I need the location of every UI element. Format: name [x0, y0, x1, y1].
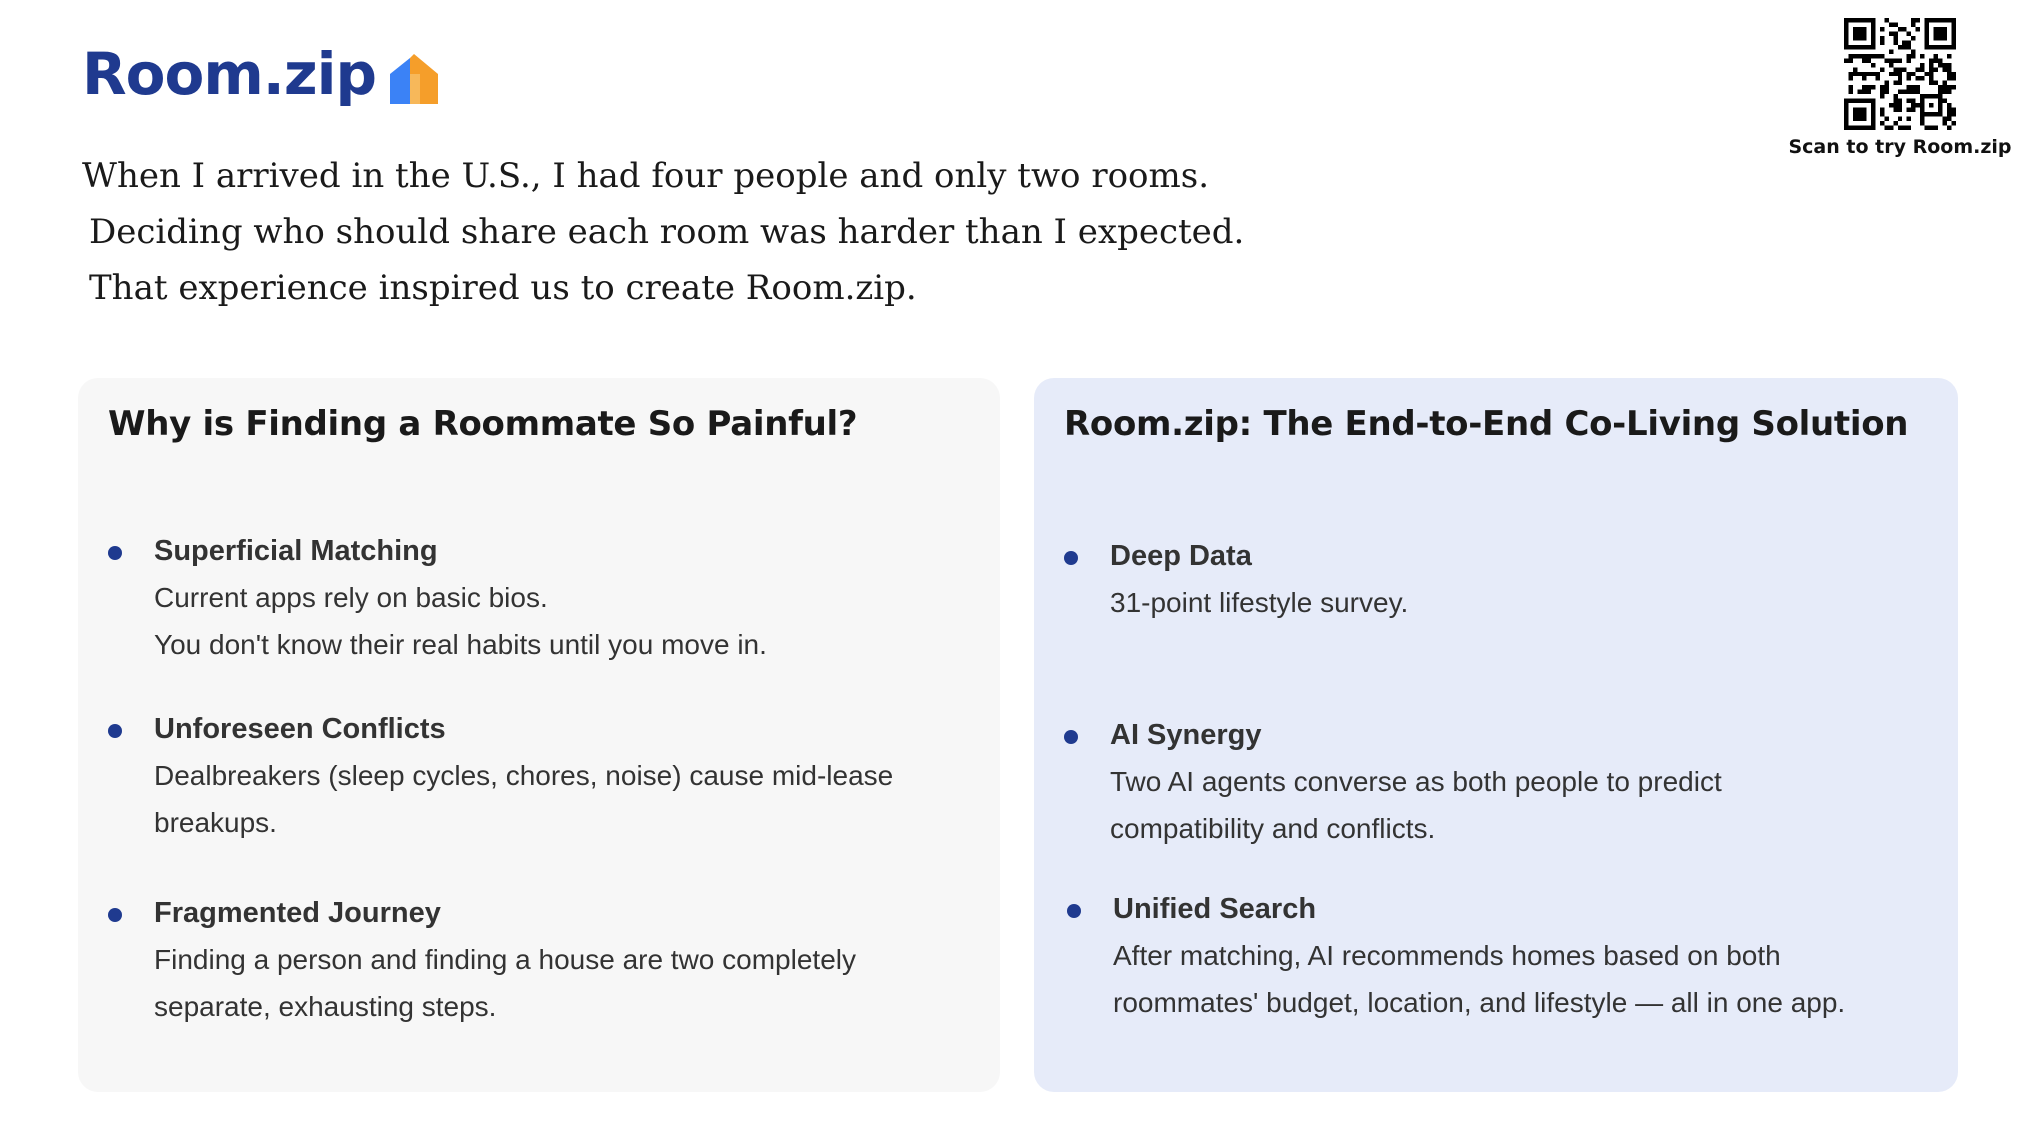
item-desc: separate, exhausting steps.	[154, 991, 497, 1022]
problem-card	[78, 378, 1000, 1092]
item-desc: Current apps rely on basic bios.	[154, 582, 548, 613]
item-desc: roommates' budget, location, and lifestyle — all in one app.	[1113, 987, 1846, 1018]
intro-line: When I arrived in the U.S., I had four people and only two rooms.	[82, 156, 1210, 196]
problem-card-title: Why is Finding a Roommate So Painful?	[108, 404, 858, 444]
item-desc: You don't know their real habits until you move in.	[154, 629, 767, 660]
list-item	[108, 706, 970, 846]
item-desc: Two AI agents converse as both people to predict	[1110, 766, 1722, 797]
item-desc: breakups.	[154, 807, 277, 838]
solution-card-title: Room.zip: The End-to-End Co-Living Solution	[1064, 404, 1909, 444]
bullet-icon	[108, 908, 122, 922]
bullet-icon	[108, 724, 122, 738]
item-desc: 31-point lifestyle survey.	[1110, 587, 1409, 618]
bullet-icon	[1064, 730, 1078, 744]
list-item	[1064, 712, 1928, 852]
list-item	[1067, 886, 1928, 1026]
item-title: Unforeseen Conflicts	[154, 713, 446, 745]
intro-line: Deciding who should share each room was harder than I expected.	[89, 212, 1245, 252]
brand-name: Room.zip	[82, 40, 376, 108]
item-desc: Finding a person and finding a house are two completely	[154, 944, 856, 975]
qr-block	[1774, 18, 2026, 158]
list-item	[108, 528, 970, 668]
item-title: AI Synergy	[1110, 719, 1262, 751]
intro-line: That experience inspired us to create Room.zip.	[89, 268, 917, 308]
brand-logo	[82, 40, 438, 108]
item-title: Deep Data	[1110, 540, 1252, 572]
house-icon	[390, 54, 438, 104]
bullet-icon	[1064, 551, 1078, 565]
qr-caption: Scan to try Room.zip	[1788, 136, 2012, 158]
item-desc: After matching, AI recommends homes based on both	[1113, 940, 1781, 971]
bullet-icon	[108, 546, 122, 560]
qr-code-icon[interactable]	[1844, 18, 1956, 130]
list-item	[1064, 533, 1928, 626]
item-title: Unified Search	[1113, 893, 1317, 925]
solution-card	[1034, 378, 1958, 1092]
item-desc: compatibility and conflicts.	[1110, 813, 1436, 844]
list-item	[108, 890, 970, 1030]
item-title: Fragmented Journey	[154, 897, 441, 929]
item-title: Superficial Matching	[154, 535, 438, 567]
bullet-icon	[1067, 904, 1081, 918]
intro-text	[82, 148, 1244, 316]
item-desc: Dealbreakers (sleep cycles, chores, noise) cause mid-lease	[154, 760, 894, 791]
